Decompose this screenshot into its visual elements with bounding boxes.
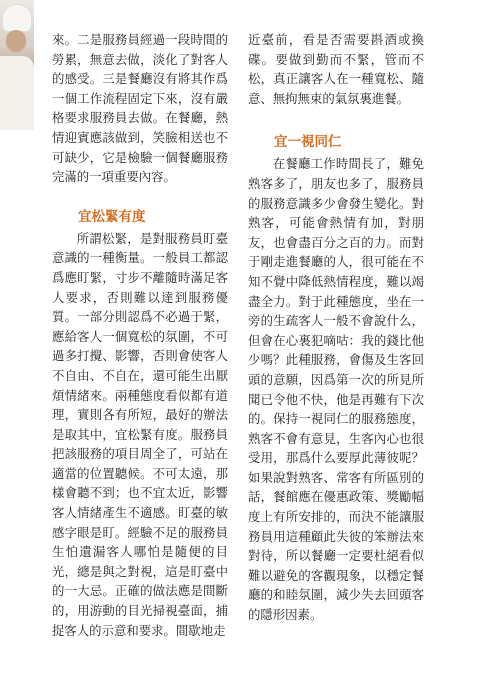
section-heading-looseness: 宜松緊有度 xyxy=(78,208,146,225)
chef-hat xyxy=(2,4,32,32)
left-column xyxy=(52,30,228,640)
chef-photo xyxy=(0,0,34,130)
right-paragraph-2: 在餐廳工作時間長了，難免熟客多了，朋友也多了，服務員的服務意識多少會發生變化。對熟客，可能會熱情有加，對朋友，也會盡百分之百的力。而對于剛走進餐廳的人，很可能在不知不覺中降低熱情程度，難以竭盡全力。對于此種態度，坐在一旁的生疏客人一般不會說什么，但會在心裏犯嘀咕：我的錢比他少嗎？此種服務，會傷及生客回頭的意願，因爲第一次的所見所聞已令他不快，他是再難有下次的。保持一視同仁的服務態度，熟客不會有意見，生客內心也很受用，那爲什么要厚此薄彼呢？如果說對熟客、常客有所區別的話，餐館應在優惠政策、獎勵幅度上有所安排的，而決不能讓服務員用這種顧此失彼的笨辦法來對待，所以餐廳一定要杜絕看似難以避免的客觀現象，以穩定餐廳的和睦氛圍，減少失去回頭客的隱形因素。 xyxy=(248,156,424,623)
chef-face xyxy=(6,30,26,52)
right-paragraph-1: 近臺前，看是否需要斟酒或換碟。要做到勤而不緊，管而不松，真正讓客人在一種寬松、隨意、無拘無束的氣氛裏進餐。 xyxy=(248,32,424,106)
chef-coat xyxy=(0,56,34,130)
left-paragraph-2: 所謂松緊，是對服務員盯臺意識的一種衡量。一般員工都認爲應盯緊，寸步不離隨時滿足客人要求，否則難以達到服務優質。一部分則認爲不必過于緊，應給客人一個寬松的氛圍，不可過多打攪、影響，否則會使客人不自由、不自在，還可能生出厭煩情緒來。兩種態度看似都有道理，實則各有所短，最好的辦法是取其中，宜松緊有度。服務員把該服務的項目周全了，可站在適當的位置聽候。不可太遠，那樣會聽不到；也不宜太近，影響客人情緒產生不適感。盯臺的敏感字眼是盯。經驗不足的服務員生怕遺漏客人哪怕是隨便的目光，總是與之對視，這是盯臺中的一大忌。正確的做法應是間斷的，用游動的目光掃視臺面，捕捉客人的示意和要求。間歇地走 xyxy=(52,230,228,638)
section-heading-equality: 宜一視同仁 xyxy=(274,134,342,151)
right-column xyxy=(248,30,424,625)
left-paragraph-1: 來。二是服務員經過一段時間的勞累，無意去做，淡化了對客人的感受。三是餐廳沒有將其作爲一個工作流程固定下來，沒有嚴格要求服務員去做。在餐廳，熱情迎賓應該做到，笑臉相送也不可缺少，它是檢驗一個餐廳服務完滿的一項重要內容。 xyxy=(52,32,228,185)
